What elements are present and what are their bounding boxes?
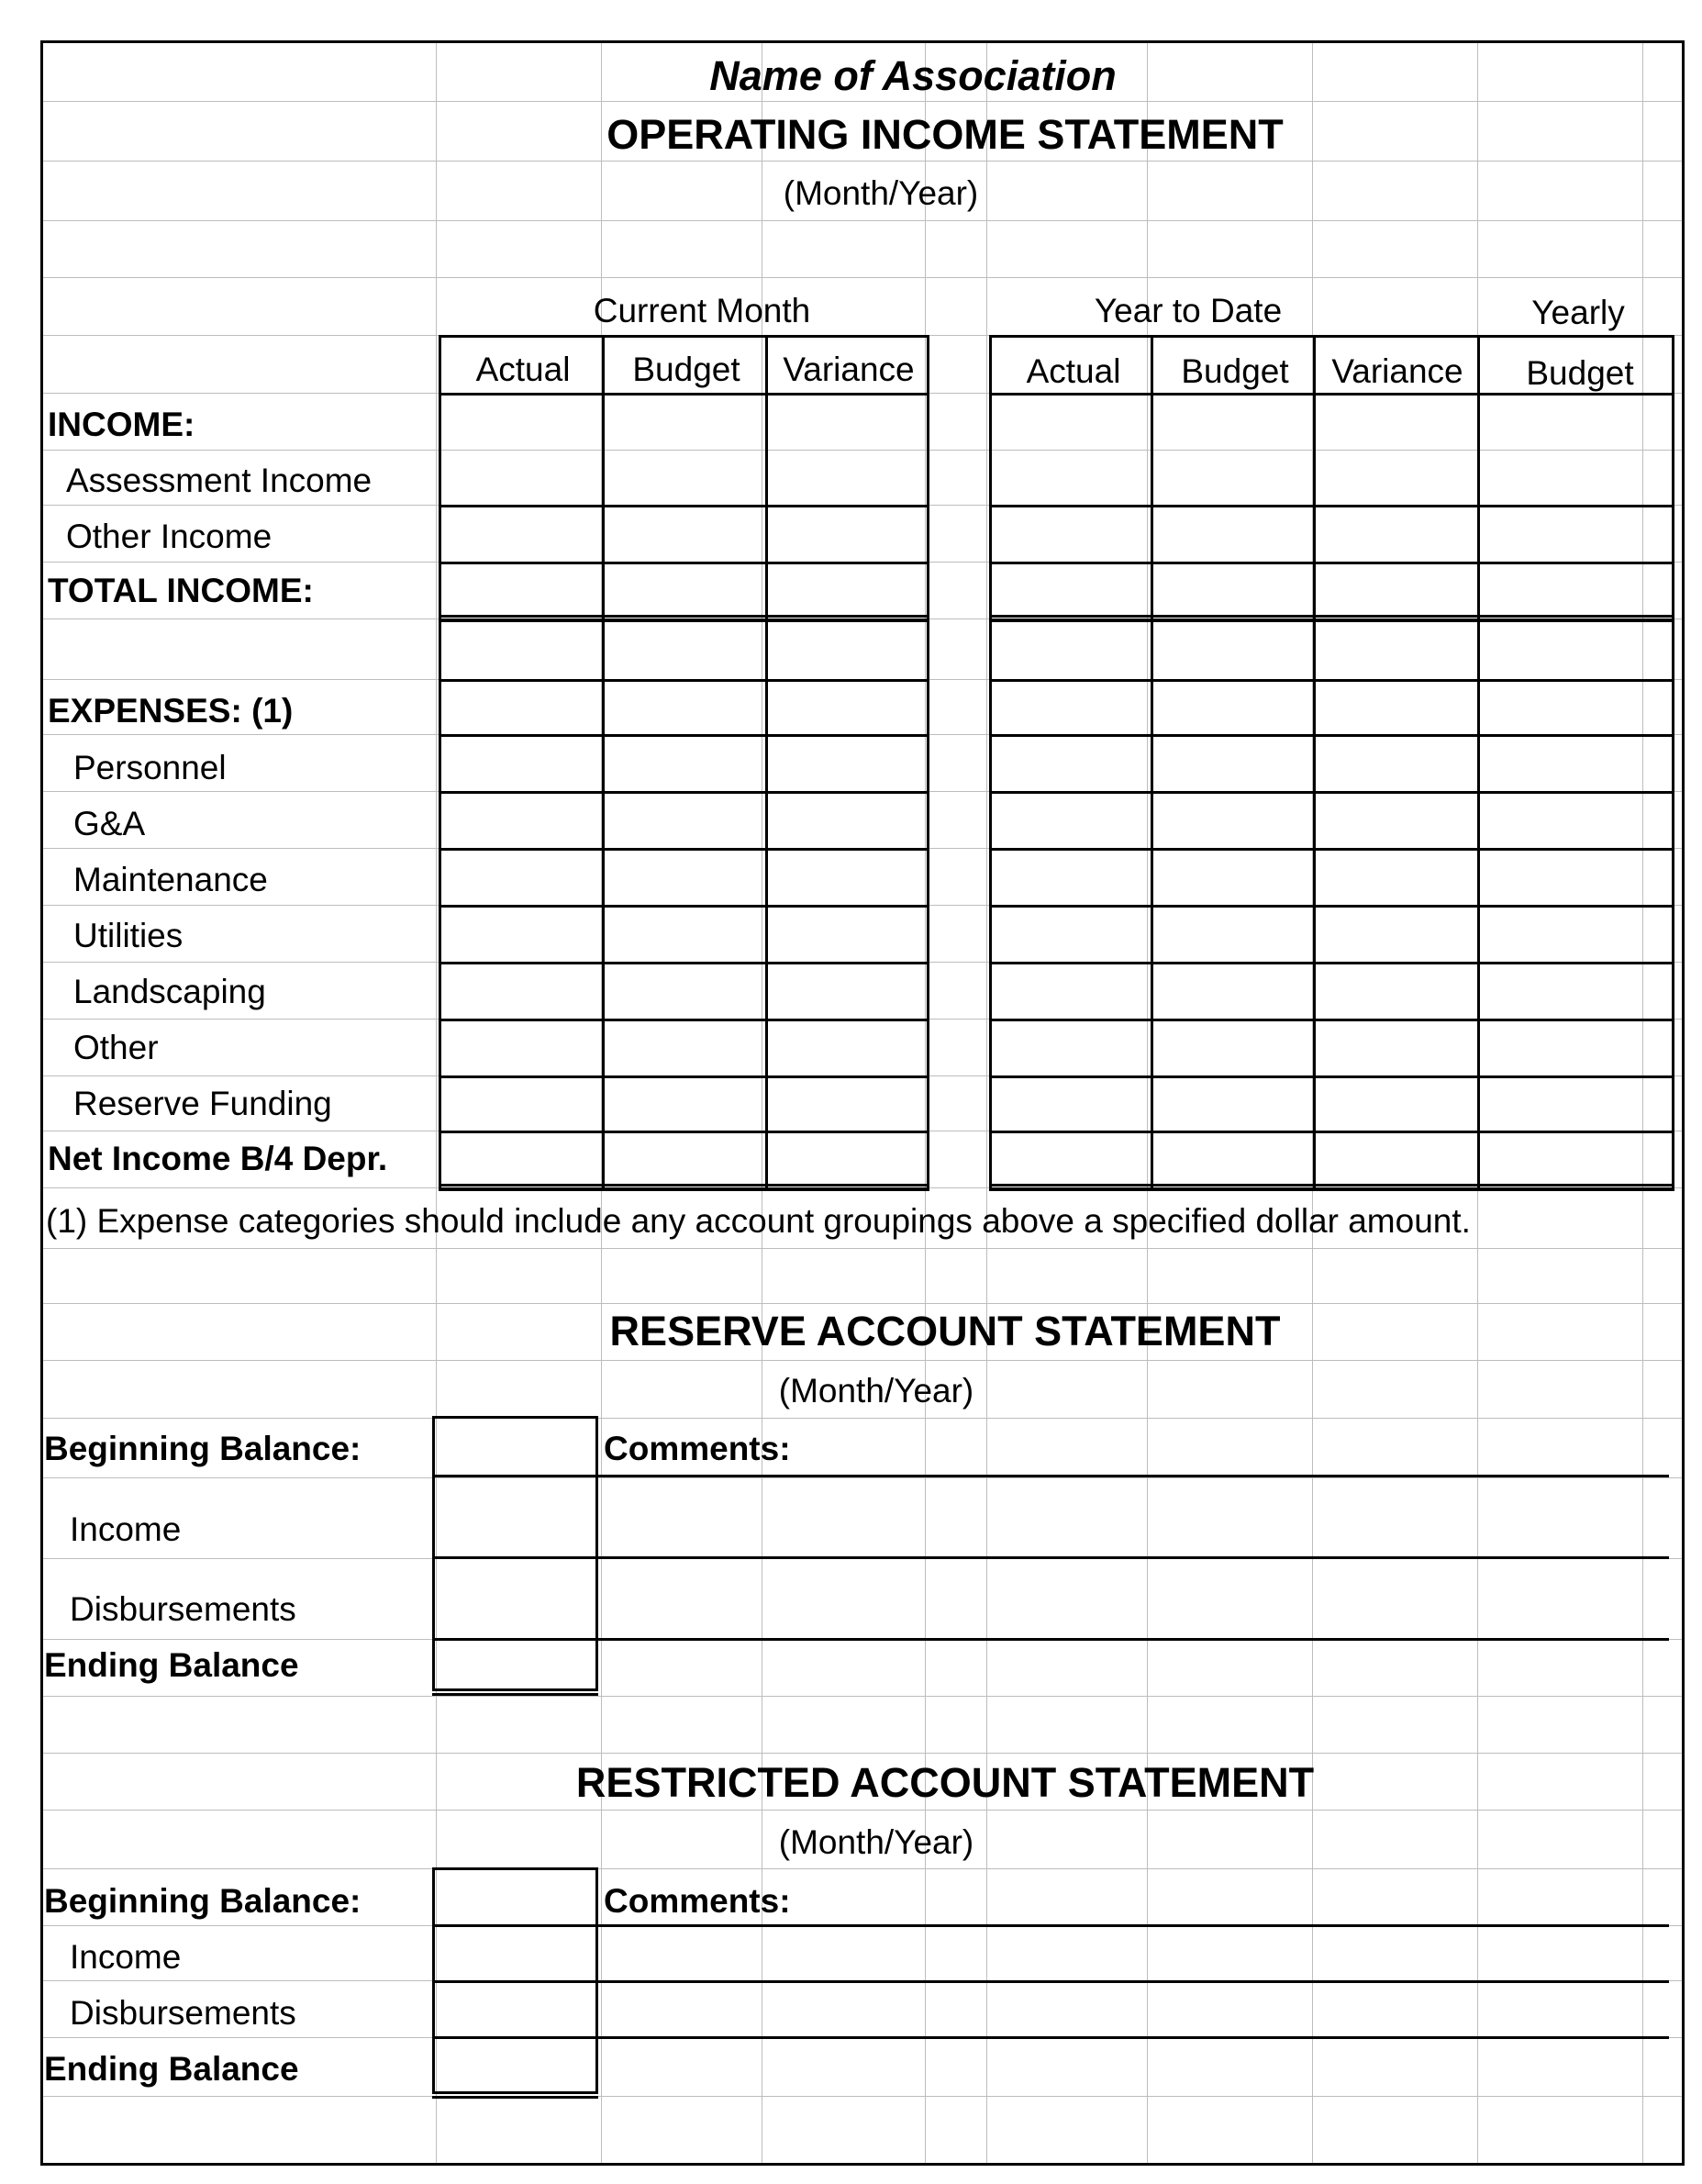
column-header: Actual xyxy=(475,351,571,388)
column-header: Actual xyxy=(1026,352,1121,390)
restricted-statement-title: RESTRICTED ACCOUNT STATEMENT xyxy=(575,1759,1315,1806)
income-header: INCOME: xyxy=(48,406,195,443)
reserve-beginning-balance-label: Beginning Balance: xyxy=(44,1430,362,1467)
year-to-date-block-col-rule xyxy=(1313,335,1316,1188)
current-month-block-row-rule xyxy=(439,905,929,908)
operating-statement-title: OPERATING INCOME STATEMENT xyxy=(606,111,1284,158)
current-month-block-row-rule xyxy=(439,791,929,794)
current-month-block-col-rule xyxy=(602,335,605,1188)
current-month-block-col-rule xyxy=(765,335,768,1188)
expenses-header: EXPENSES: (1) xyxy=(48,692,294,730)
year-to-date-block-total-underline xyxy=(989,615,1674,622)
expense-item: Reserve Funding xyxy=(73,1085,332,1122)
restricted-comments-rule xyxy=(598,2036,1669,2039)
current-month-block-total-underline xyxy=(439,615,929,622)
expense-item: G&A xyxy=(73,805,146,842)
expense-item: Personnel xyxy=(73,749,227,786)
reserve-comments-rule xyxy=(598,1638,1669,1641)
income-item: Other Income xyxy=(66,518,273,555)
total-income-label: TOTAL INCOME: xyxy=(48,572,314,609)
restricted-ending-underline xyxy=(432,2091,598,2099)
year-to-date-block-row-rule xyxy=(989,791,1674,794)
net-income-label: Net Income B/4 Depr. xyxy=(48,1140,388,1177)
reserve-beginning-balance-cell[interactable] xyxy=(432,1416,598,1477)
column-header: Budget xyxy=(1181,352,1289,390)
current-month-block-net-underline xyxy=(439,1184,929,1191)
column-header: Budget xyxy=(1526,354,1634,392)
footnote: (1) Expense categories should include any account groupings above a specified dollar amount. xyxy=(46,1202,1471,1240)
restricted-disbursements-label: Disbursements xyxy=(70,1994,296,2032)
reserve-comments-rule xyxy=(598,1475,1669,1477)
column-header: Variance xyxy=(1331,352,1463,390)
reserve-disbursements-cell[interactable] xyxy=(432,1556,598,1641)
operating-period: (Month/Year) xyxy=(783,174,979,212)
restricted-comments-rule xyxy=(598,1980,1669,1983)
income-item: Assessment Income xyxy=(66,462,373,499)
restricted-ending-balance-cell[interactable] xyxy=(432,2036,598,2094)
yearly-header: Yearly xyxy=(1531,294,1625,331)
restricted-beginning-balance-cell[interactable] xyxy=(432,1867,598,1927)
year-to-date-block-col-rule xyxy=(1672,335,1674,1188)
year-to-date-block-row-rule xyxy=(989,848,1674,851)
year-to-date-block-row-rule xyxy=(989,905,1674,908)
year-to-date-block-row-rule xyxy=(989,562,1674,564)
current-month-block-row-rule xyxy=(439,562,929,564)
expense-item: Maintenance xyxy=(73,861,268,898)
reserve-ending-underline xyxy=(432,1688,598,1696)
expense-item: Other xyxy=(73,1029,159,1066)
year-to-date-header: Year to Date xyxy=(1094,292,1283,329)
restricted-disbursements-cell[interactable] xyxy=(432,1980,598,2039)
current-month-block-row-rule xyxy=(439,393,929,396)
reserve-statement-title: RESERVE ACCOUNT STATEMENT xyxy=(609,1308,1281,1354)
year-to-date-block-row-rule xyxy=(989,1019,1674,1021)
current-month-block-col-rule xyxy=(927,335,929,1188)
restricted-income-cell[interactable] xyxy=(432,1924,598,1983)
restricted-comments-label: Comments: xyxy=(604,1882,791,1920)
year-to-date-block-row-rule xyxy=(989,734,1674,737)
column-header: Variance xyxy=(783,351,915,388)
restricted-income-label: Income xyxy=(70,1938,182,1976)
current-month-block-row-rule xyxy=(439,734,929,737)
current-month-block-rule xyxy=(439,335,927,338)
restricted-ending-balance-label: Ending Balance xyxy=(44,2050,299,2088)
restricted-comments-rule xyxy=(598,1924,1669,1927)
reserve-comments-rule xyxy=(598,1556,1669,1559)
reserve-income-label: Income xyxy=(70,1510,182,1548)
year-to-date-block-row-rule xyxy=(989,1075,1674,1078)
year-to-date-block-row-rule xyxy=(989,679,1674,682)
current-month-block-row-rule xyxy=(439,1019,929,1021)
reserve-income-cell[interactable] xyxy=(432,1475,598,1559)
restricted-beginning-balance-label: Beginning Balance: xyxy=(44,1882,362,1920)
year-to-date-block-row-rule xyxy=(989,962,1674,964)
year-to-date-block-col-rule xyxy=(989,335,992,1188)
column-header: Budget xyxy=(632,351,740,388)
year-to-date-block-row-rule xyxy=(989,505,1674,507)
reserve-ending-balance-label: Ending Balance xyxy=(44,1646,299,1684)
year-to-date-block-col-rule xyxy=(1151,335,1153,1188)
current-month-block-row-rule xyxy=(439,1075,929,1078)
current-month-block-row-rule xyxy=(439,1131,929,1133)
current-month-block-row-rule xyxy=(439,505,929,507)
year-to-date-block-row-rule xyxy=(989,393,1674,396)
current-month-block-row-rule xyxy=(439,962,929,964)
current-month-block-col-rule xyxy=(439,335,441,1188)
reserve-ending-balance-cell[interactable] xyxy=(432,1638,598,1691)
reserve-period: (Month/Year) xyxy=(778,1372,974,1410)
expense-item: Landscaping xyxy=(73,973,266,1010)
current-month-block-row-rule xyxy=(439,848,929,851)
year-to-date-block-net-underline xyxy=(989,1184,1674,1191)
reserve-disbursements-label: Disbursements xyxy=(70,1590,296,1628)
current-month-block-row-rule xyxy=(439,679,929,682)
restricted-period: (Month/Year) xyxy=(778,1823,974,1861)
association-name: Name of Association xyxy=(709,52,1117,99)
year-to-date-block-rule xyxy=(989,335,1672,338)
year-to-date-block-col-rule xyxy=(1477,335,1480,1188)
expense-item: Utilities xyxy=(73,917,184,954)
current-month-header: Current Month xyxy=(593,292,811,329)
reserve-comments-label: Comments: xyxy=(604,1430,791,1467)
year-to-date-block-row-rule xyxy=(989,1131,1674,1133)
